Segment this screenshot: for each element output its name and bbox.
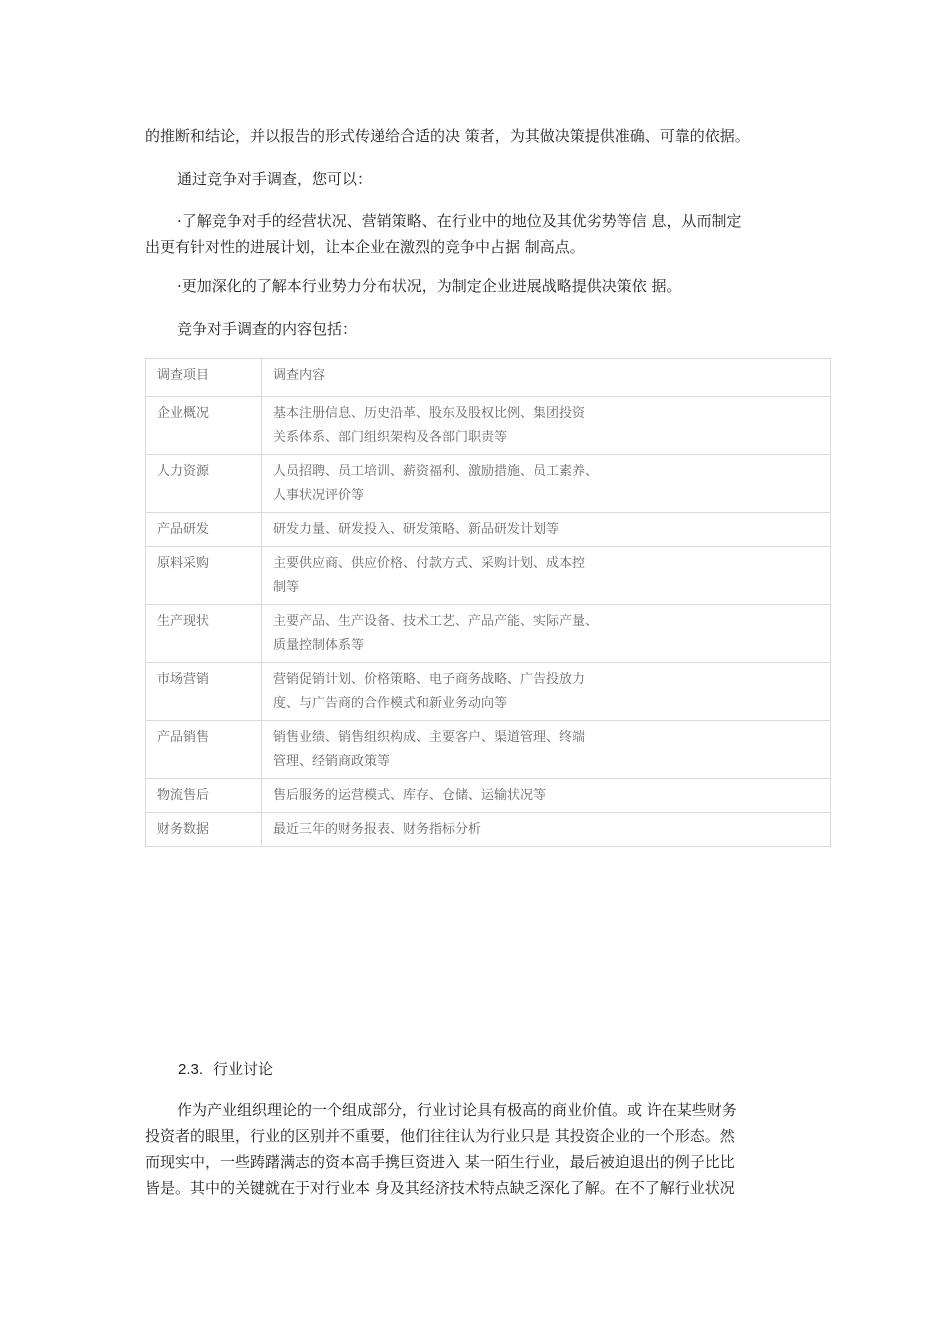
text-line: 投资者的眼里，行业的区别并不重要，他们往往认为行业只是 其投资企业的一个形态。然 — [145, 1127, 735, 1145]
bullet-paragraph-2 — [145, 273, 813, 299]
survey-table — [145, 358, 831, 847]
table-cell-item: 物流售后 — [146, 779, 262, 813]
table-cell-content — [262, 513, 831, 547]
cell-text-line: 人事状况评价等 — [273, 488, 365, 503]
table-cell-item: 市场营销 — [146, 663, 262, 721]
cell-text-line: 主要供应商、供应价格、付款方式、采购计划、成本控 — [273, 556, 586, 571]
text-line: 竞争对手调查的内容包括： — [177, 320, 358, 338]
table-cell-content — [262, 663, 831, 721]
cell-text-line: 质量控制体系等 — [273, 638, 365, 653]
table-row — [146, 779, 831, 813]
cell-text-line: 基本注册信息、历史沿革、股东及股权比例、集团投资 — [273, 406, 586, 421]
table-row — [146, 513, 831, 547]
text-line: 的推断和结论，并以报告的形式传递给合适的决 策者，为其做决策提供准确、可靠的依据。 — [145, 127, 750, 145]
text-line: ·了解竞争对手的经营状况、营销策略、在行业中的地位及其优劣势等信 息，从而制定 — [177, 212, 742, 230]
table-row — [146, 397, 831, 455]
table-row — [146, 455, 831, 513]
table-header-row — [146, 359, 831, 397]
cell-text-line: 售后服务的运营模式、库存、仓储、运输状况等 — [273, 788, 547, 803]
section-heading — [178, 1058, 273, 1079]
table-row — [146, 605, 831, 663]
table-row — [146, 547, 831, 605]
text-line: 皆是。其中的关键就在于对行业本 身及其经济技术特点缺乏深化了解。在不了解行业状况 — [145, 1179, 735, 1197]
section-body-paragraph — [145, 1097, 813, 1201]
survey-lead-paragraph — [145, 166, 813, 192]
cell-text-line: 研发力量、研发投入、研发策略、新品研发计划等 — [273, 522, 560, 537]
table-cell-item: 产品研发 — [146, 513, 262, 547]
table-cell-content — [262, 721, 831, 779]
cell-text-line: 销售业绩、销售组织构成、主要客户、渠道管理、终端 — [273, 730, 586, 745]
cell-text-line: 制等 — [273, 580, 300, 595]
text-line: 而现实中，一些踌躇满志的资本高手携巨资进入 某一陌生行业，最后被迫退出的例子比比 — [145, 1153, 735, 1171]
cell-text-line: 关系体系、部门组织架构及各部门职责等 — [273, 430, 508, 445]
table-header-cell: 调查项目 — [146, 359, 262, 397]
table-cell-content — [262, 605, 831, 663]
cell-text-line: 最近三年的财务报表、财务指标分析 — [273, 822, 482, 837]
table-cell-item: 财务数据 — [146, 813, 262, 847]
table-cell-content — [262, 397, 831, 455]
cell-text-line: 营销促销计划、价格策略、电子商务战略、广告投放力 — [273, 672, 586, 687]
table-cell-item: 原料采购 — [146, 547, 262, 605]
cell-text-line: 度、与广告商的合作模式和新业务动向等 — [273, 696, 508, 711]
table-cell-item: 人力资源 — [146, 455, 262, 513]
table-cell-content — [262, 455, 831, 513]
cell-text-line: 人员招聘、员工培训、薪资福利、激励措施、员工素养、 — [273, 464, 599, 479]
text-line: 作为产业组织理论的一个组成部分，行业讨论具有极高的商业价值。或 许在某些财务 — [177, 1101, 737, 1119]
table-header-cell: 调查内容 — [262, 359, 831, 397]
intro-paragraph — [145, 123, 813, 149]
table-cell-content — [262, 813, 831, 847]
table-cell-item: 企业概况 — [146, 397, 262, 455]
table-row — [146, 663, 831, 721]
table-cell-item: 产品销售 — [146, 721, 262, 779]
text-line: ·更加深化的了解本行业势力分布状况，为制定企业进展战略提供决策依 据。 — [177, 277, 682, 295]
section-number: 2.3. — [178, 1061, 204, 1078]
table-row — [146, 721, 831, 779]
table-row — [146, 813, 831, 847]
table-cell-item: 生产现状 — [146, 605, 262, 663]
cell-text-line: 管理、经销商政策等 — [273, 754, 391, 769]
cell-text-line: 主要产品、生产设备、技术工艺、产品产能、实际产量、 — [273, 614, 599, 629]
text-line: 通过竞争对手调查，您可以： — [177, 170, 373, 188]
table-cell-content — [262, 547, 831, 605]
text-line: 出更有针对性的进展计划，让本企业在激烈的竞争中占据 制高点。 — [145, 238, 585, 256]
section-title: 行业讨论 — [213, 1060, 274, 1078]
table-intro-paragraph — [145, 316, 813, 342]
bullet-paragraph-1 — [145, 208, 813, 260]
table-cell-content — [262, 779, 831, 813]
